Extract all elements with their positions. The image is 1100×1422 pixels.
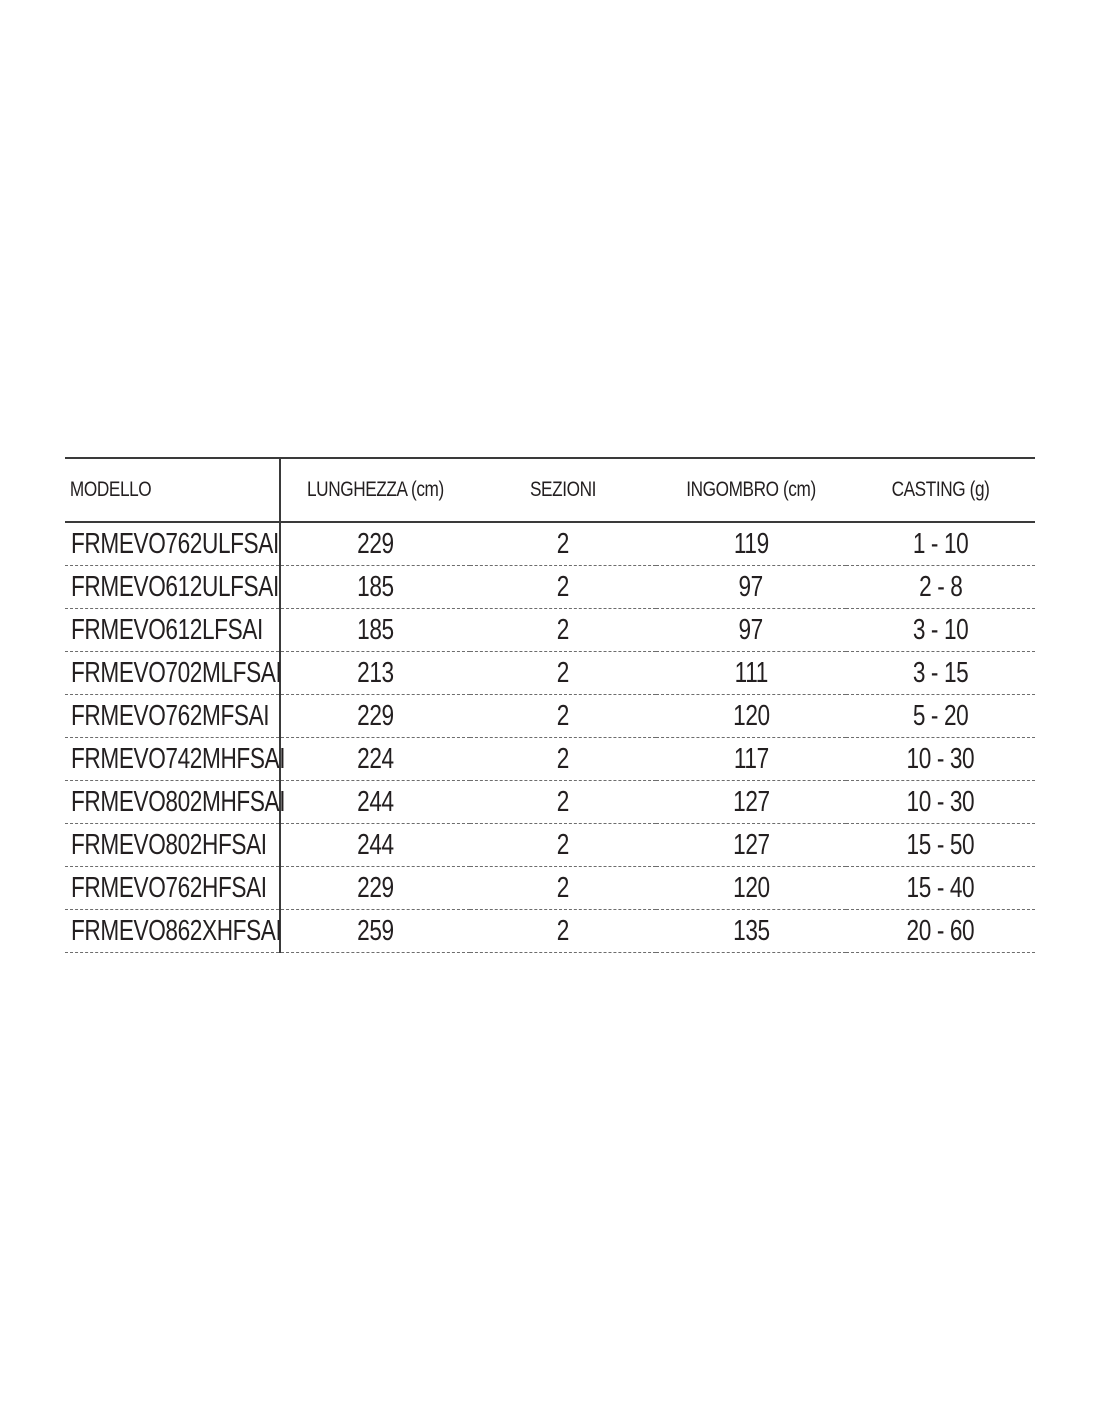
cell-modello-text: FRMEVO612ULFSAI (71, 570, 279, 603)
cell-casting (846, 738, 1035, 781)
cell-ingombro (656, 781, 846, 824)
cell-sezioni (470, 824, 656, 867)
cell-ingombro (656, 738, 846, 781)
cell-modello (65, 781, 286, 824)
cell-ingombro-text: 135 (732, 914, 770, 947)
header-row (65, 458, 1035, 522)
cell-lunghezza (280, 738, 470, 781)
cell-lunghezza (280, 867, 470, 910)
cell-lunghezza-text: 259 (357, 914, 394, 947)
cell-sezioni (470, 652, 656, 695)
cell-lunghezza-text: 229 (357, 699, 394, 732)
cell-sezioni (470, 566, 656, 609)
cell-lunghezza-text: 213 (357, 656, 394, 689)
cell-casting-text: 5 - 20 (912, 699, 969, 732)
cell-ingombro-text: 127 (732, 785, 770, 818)
cell-ingombro (656, 824, 846, 867)
cell-modello (65, 652, 280, 695)
cell-lunghezza (280, 609, 470, 652)
cell-ingombro (656, 609, 846, 652)
cell-casting-text: 3 - 10 (912, 613, 969, 646)
cell-modello-text: FRMEVO802MHFSAI (71, 785, 286, 818)
table-row (65, 652, 1035, 695)
cell-modello-text: FRMEVO702MLFSAI (71, 656, 282, 689)
cell-lunghezza-text: 244 (357, 785, 394, 818)
cell-modello-text: FRMEVO862XHFSAI (71, 914, 282, 947)
table-row (65, 609, 1035, 652)
cell-modello-text: FRMEVO762ULFSAI (71, 527, 279, 560)
header-sezioni: SEZIONI (487, 458, 640, 522)
cell-ingombro (656, 522, 846, 566)
cell-modello (65, 910, 280, 953)
cell-casting-text: 20 - 60 (906, 914, 975, 947)
cell-sezioni (470, 609, 656, 652)
table-row (65, 522, 1035, 566)
cell-ingombro-text: 120 (732, 871, 770, 904)
cell-ingombro-text: 97 (738, 570, 764, 603)
cell-lunghezza (280, 910, 470, 953)
cell-sezioni-text: 2 (556, 656, 570, 689)
cell-sezioni-text: 2 (556, 871, 570, 904)
cell-sezioni-text: 2 (556, 570, 570, 603)
cell-ingombro (656, 566, 846, 609)
cell-ingombro-text: 111 (734, 656, 768, 689)
cell-sezioni (470, 695, 656, 738)
table-row (65, 910, 1035, 953)
rod-spec-table (65, 457, 1035, 953)
cell-lunghezza-text: 224 (357, 742, 394, 775)
cell-lunghezza-text: 229 (357, 871, 394, 904)
table-row (65, 695, 1035, 738)
cell-sezioni-text: 2 (556, 613, 570, 646)
cell-modello-text: FRMEVO762HFSAI (71, 871, 267, 904)
table-row (65, 867, 1035, 910)
cell-lunghezza (280, 781, 470, 824)
cell-ingombro-text: 97 (738, 613, 764, 646)
table-row (65, 566, 1035, 609)
cell-casting (846, 522, 1035, 566)
cell-sezioni-text: 2 (556, 828, 570, 861)
cell-ingombro (656, 695, 846, 738)
cell-sezioni-text: 2 (556, 914, 570, 947)
cell-sezioni (470, 522, 656, 566)
cell-casting (846, 781, 1035, 824)
cell-casting-text: 2 - 8 (918, 570, 963, 603)
cell-modello-text: FRMEVO612LFSAI (71, 613, 263, 646)
cell-sezioni (470, 910, 656, 953)
cell-casting (846, 910, 1035, 953)
header-lunghezza: LUNGHEZZA (cm) (297, 458, 453, 522)
cell-ingombro (656, 910, 846, 953)
cell-modello-text: FRMEVO762MFSAI (71, 699, 270, 732)
cell-sezioni (470, 781, 656, 824)
cell-modello-text: FRMEVO742MHFSAI (71, 742, 286, 775)
cell-ingombro-text: 117 (733, 742, 769, 775)
cell-ingombro (656, 867, 846, 910)
cell-lunghezza (280, 695, 470, 738)
cell-modello (65, 867, 280, 910)
cell-ingombro-text: 120 (732, 699, 770, 732)
cell-casting (846, 566, 1035, 609)
cell-sezioni-text: 2 (556, 699, 570, 732)
cell-ingombro (656, 652, 846, 695)
cell-lunghezza-text: 229 (357, 527, 394, 560)
cell-ingombro-text: 119 (733, 527, 769, 560)
cell-sezioni-text: 2 (556, 527, 570, 560)
table-row (65, 781, 1035, 824)
cell-lunghezza (280, 824, 470, 867)
cell-casting (846, 867, 1035, 910)
table-header (65, 458, 1035, 522)
cell-lunghezza-text: 185 (357, 613, 394, 646)
cell-lunghezza (280, 566, 470, 609)
cell-casting-text: 1 - 10 (912, 527, 969, 560)
cell-casting-text: 10 - 30 (906, 742, 975, 775)
header-casting: CASTING (g) (863, 458, 1018, 522)
table-row (65, 824, 1035, 867)
cell-casting (846, 695, 1035, 738)
cell-casting-text: 3 - 15 (912, 656, 969, 689)
cell-sezioni (470, 867, 656, 910)
cell-lunghezza-text: 185 (357, 570, 394, 603)
cell-lunghezza (280, 522, 470, 566)
cell-modello (65, 695, 280, 738)
cell-ingombro-text: 127 (732, 828, 770, 861)
cell-sezioni-text: 2 (556, 742, 570, 775)
cell-casting (846, 609, 1035, 652)
cell-casting (846, 824, 1035, 867)
cell-sezioni (470, 738, 656, 781)
cell-modello-text: FRMEVO802HFSAI (71, 828, 267, 861)
cell-modello (65, 738, 286, 781)
cell-modello (65, 522, 280, 566)
cell-casting-text: 15 - 40 (906, 871, 975, 904)
cell-casting-text: 15 - 50 (906, 828, 975, 861)
table-body (65, 522, 1035, 953)
cell-lunghezza-text: 244 (357, 828, 394, 861)
cell-modello (65, 566, 280, 609)
cell-casting (846, 652, 1035, 695)
cell-modello (65, 609, 280, 652)
header-ingombro: INGOMBRO (cm) (673, 458, 829, 522)
cell-sezioni-text: 2 (556, 785, 570, 818)
cell-modello (65, 824, 280, 867)
header-modello: MODELLO (65, 458, 241, 522)
table-row (65, 738, 1035, 781)
cell-lunghezza (280, 652, 470, 695)
cell-casting-text: 10 - 30 (906, 785, 975, 818)
